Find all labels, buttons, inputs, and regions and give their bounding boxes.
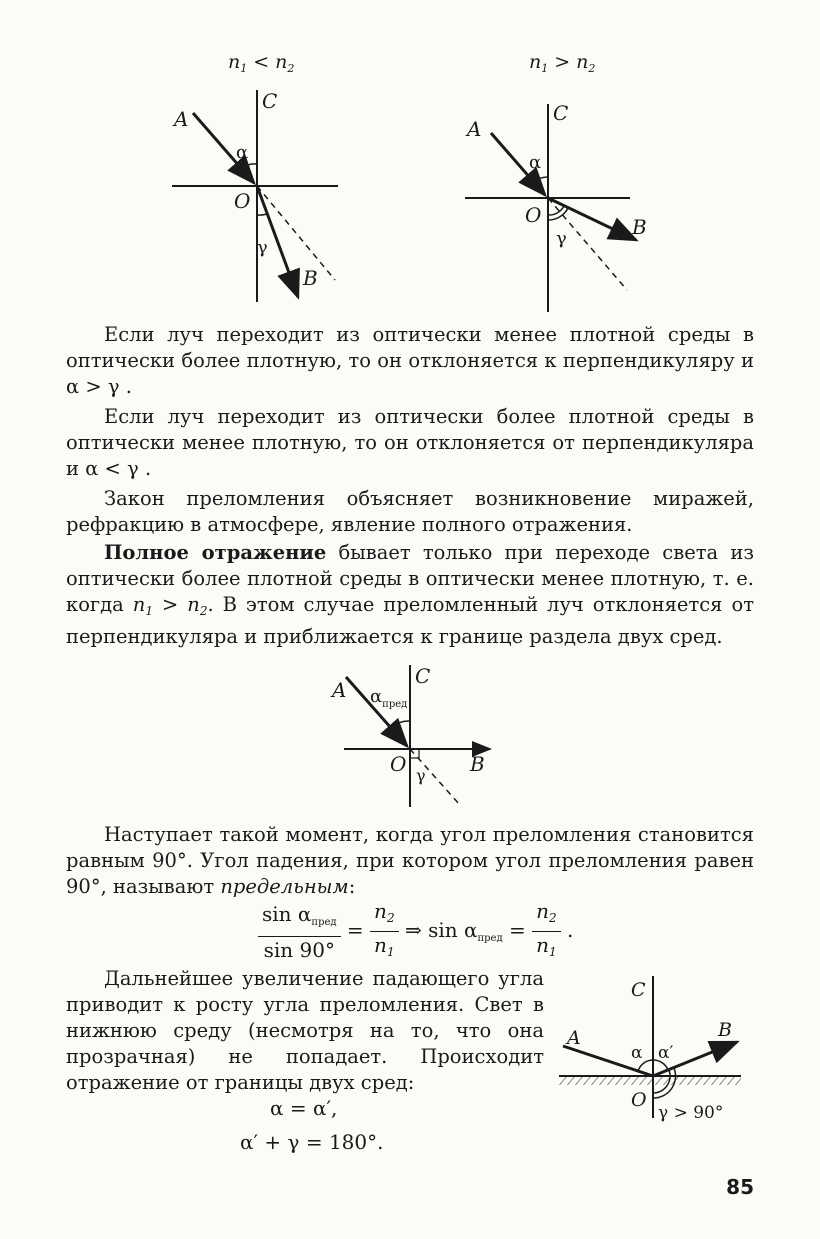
label-O: O <box>525 203 542 227</box>
label-A: A <box>332 678 347 702</box>
alpha-arc <box>534 177 548 182</box>
term-total-reflection: Полное отражение <box>104 541 327 564</box>
refraction-diagram-n1-greater-n2 <box>455 40 665 320</box>
svg-text:αпред <box>370 686 407 710</box>
label-A: A <box>567 1027 581 1049</box>
caption-op: > <box>554 51 571 73</box>
label-B: B <box>470 752 485 776</box>
label-alpha: α <box>370 686 383 707</box>
continuation-dashed <box>257 186 335 280</box>
label-B: B <box>718 1019 732 1041</box>
paragraph-total-reflection: Полное отражение бывает только при переходе света из оптически более плотной среды в оптически менее плотную, т. е. когда $n_1 > n_2$. В этом случае преломленный луч отклоняется от перпендикуляра и приближается к границе раздела двух сред. <box>66 541 754 648</box>
svg-text:n1>n2 <box>529 51 595 75</box>
paragraph-critical: Наступает такой момент, когда угол преломления становится равным 90°. Угол падения, при котором угол преломления равен 90°, называют предельным: <box>66 823 754 898</box>
label-B: B <box>303 266 318 290</box>
critical-angle-formula: $\frac{\sin \alpha_{пред}}{\sin 90^\circ}$ = $\frac{n_2}{n_1}$ ⇒ $\sin \alpha_{пред}$ = $\frac{n_2}{n_1}$ . <box>258 898 573 965</box>
label-O: O <box>234 189 251 213</box>
label-B: B <box>632 215 647 239</box>
paragraph-denser: Если луч переходит из оптически менее плотной среды в оптически более плотную, то он отклоняется к перпендикуляру и α > γ . <box>66 323 754 398</box>
paragraph-less-dense: Если луч переходит из оптически более плотной среды в оптически менее плотную, то он отклоняется от перпендикуляра и α < γ . <box>66 405 754 480</box>
paragraph-further-increase: Дальнейшее увеличение падающего угла приводит к росту угла преломления. Свет в нижнюю среду (несмотря на то, что она прозрачная) не попадает. Происходит отражение от границы двух сред: <box>66 967 544 1094</box>
label-O: O <box>390 752 407 776</box>
caption-sub1: 1 <box>541 62 549 75</box>
label-C: C <box>553 101 569 125</box>
equation-angle-sum: α′ + γ = 180°. <box>240 1130 384 1154</box>
svg-text:n1<n2 <box>228 51 294 75</box>
paragraph-mirages: Закон преломления объясняет возникновение миражей, рефракцию в атмосфере, явление полного отражения. <box>66 487 754 536</box>
label-alpha: α <box>529 152 542 173</box>
term-critical: предельным <box>220 875 349 898</box>
caption-n1: n <box>529 51 542 73</box>
label-gamma: γ <box>416 766 426 785</box>
equation-alpha-equal: α = α′, <box>270 1096 338 1120</box>
label-gamma: γ <box>556 228 567 249</box>
label-alpha-prime: α′ <box>658 1043 674 1063</box>
label-A: A <box>467 117 482 141</box>
label-C: C <box>631 979 646 1001</box>
page-number: 85 <box>726 1175 754 1199</box>
alpha-arc <box>242 164 257 168</box>
label-alpha: α <box>631 1043 643 1063</box>
critical-angle-diagram <box>320 655 510 820</box>
caption-n1: n <box>228 51 241 73</box>
caption-sub2: 2 <box>588 62 596 75</box>
label-gamma: γ <box>257 237 268 258</box>
label-C: C <box>262 89 278 113</box>
label-C: C <box>415 664 431 688</box>
label-pred: пред <box>382 699 408 710</box>
caption-sub2: 2 <box>287 62 295 75</box>
hatched-surface <box>559 1076 741 1085</box>
caption-op: < <box>253 51 270 73</box>
caption-n2: n <box>275 51 288 73</box>
total-reflection-diagram <box>555 966 750 1126</box>
caption-n2: n <box>576 51 589 73</box>
caption-sub1: 1 <box>240 62 248 75</box>
gamma-arc <box>257 214 267 215</box>
label-O: O <box>631 1089 647 1111</box>
label-alpha: α <box>236 142 249 163</box>
label-A: A <box>174 107 189 131</box>
label-gamma: γ > 90° <box>658 1103 724 1123</box>
refraction-diagram-n1-less-n2 <box>150 40 360 310</box>
alpha-arc <box>392 721 410 727</box>
